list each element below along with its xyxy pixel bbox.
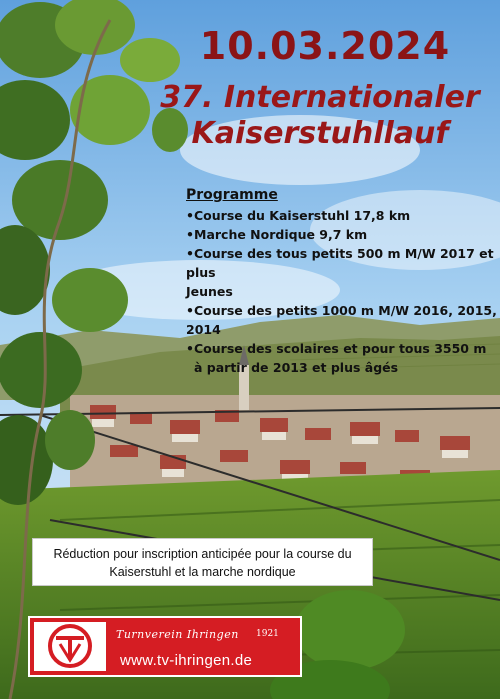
event-date: 10.03.2024 — [199, 24, 451, 68]
program-item — [186, 225, 498, 244]
notice-line-2: Kaiserstuhl et la marche nordique — [109, 565, 296, 579]
program-item-text-continued: à partir de 2013 et plus âgés — [194, 360, 399, 375]
event-title-line-2: Kaiserstuhllauf — [191, 116, 449, 151]
program-item-text: • Course des tous petits 500 m M/W 2017 et plus — [186, 244, 498, 282]
program-item-text: • Course du Kaiserstuhl 17,8 km — [186, 206, 498, 225]
early-registration-notice — [32, 538, 373, 586]
club-banner — [28, 616, 302, 677]
program-heading: Programme — [186, 187, 278, 203]
event-title-line-1: 37. Internationaler — [160, 80, 480, 115]
event-title — [150, 80, 490, 152]
program-section — [186, 186, 498, 377]
notice-line-1: Réduction pour inscription anticipée pour la course du — [53, 547, 352, 561]
program-item — [186, 206, 498, 225]
program-item-text: • Course des petits 1000 m M/W 2016, 2015, 2014 — [186, 301, 498, 339]
program-item — [186, 244, 498, 301]
club-name: Turnverein Ihringen — [116, 628, 239, 641]
program-list — [186, 206, 498, 377]
program-item — [186, 301, 498, 339]
program-item — [186, 339, 498, 377]
program-item-text-continued: Jeunes — [186, 284, 233, 299]
program-item-text: • Marche Nordique 9,7 km — [186, 225, 498, 244]
club-founding-year: 1921 — [256, 629, 279, 639]
program-item-text: • Course des scolaires et pour tous 3550 m — [186, 339, 498, 358]
club-website-link[interactable]: www.tv-ihringen.de — [120, 652, 253, 669]
club-logo-icon — [34, 622, 106, 671]
